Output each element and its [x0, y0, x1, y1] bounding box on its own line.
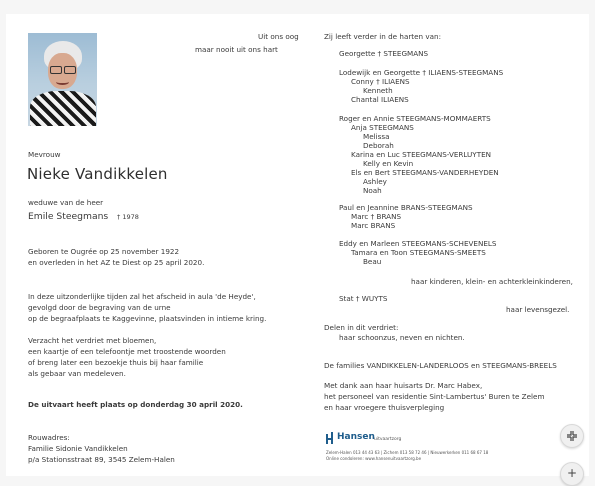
family-member: Georgette † STEEGMANS: [339, 49, 429, 58]
ceremony-line-2: gevolgd door de begraving van de urne: [28, 303, 171, 312]
collapse-arrows-icon: [566, 430, 578, 442]
family-member: Karina en Luc STEEGMANS-VERLUYTEN: [351, 150, 492, 159]
families-line: De families VANDIKKELEN-LANDERLOOS en STEEGMANS-BREELS: [324, 361, 557, 370]
logo-subtitle: uitvaartzorg: [374, 437, 402, 442]
logo-name: Hansen: [337, 432, 375, 442]
address-family: Familie Sidonie Vandikkelen: [28, 444, 128, 453]
portrait-glasses-left: [50, 66, 62, 74]
family-member: Ashley: [363, 177, 387, 186]
family-member: Marc BRANS: [351, 221, 396, 230]
companion-label: haar levensgezel.: [506, 305, 570, 314]
funeral-date: De uitvaart heeft plaats op donderdag 30 april 2020.: [28, 400, 243, 409]
sorrow-label: Delen in dit verdriet:: [324, 323, 399, 332]
thanks-line-2: het personeel van residentie Sint-Lambertus' Buren te Zelem: [324, 392, 545, 401]
ceremony-line-3: op de begraafplaats te Kaggevinne, plaatsvinden in intieme kring.: [28, 314, 267, 323]
intro-line: Zij leeft verder in de harten van:: [324, 32, 442, 41]
companion-name: Stat † WUYTS: [339, 294, 388, 303]
portrait-mouth: [56, 79, 69, 85]
family-member: Lodewijk en Georgette † ILIAENS-STEEGMANS: [339, 68, 504, 77]
logo-website: Online condoleren: www.hansenuitvaartzorg.be: [326, 456, 422, 461]
family-member: Tamara en Toon STEEGMANS-SMEETS: [351, 248, 486, 257]
family-member: Anja STEEGMANS: [351, 123, 414, 132]
family-member: Deborah: [363, 141, 394, 150]
grandchildren-line: haar kinderen, klein- en achterkleinkinderen,: [411, 277, 573, 286]
family-member: Melissa: [363, 132, 390, 141]
address-street: p/a Stationsstraat 89, 3545 Zelem-Halen: [28, 455, 175, 464]
spouse-year: † 1978: [117, 213, 139, 221]
quote-line-2: maar nooit uit ons hart: [195, 45, 278, 54]
condolence-line-4: als gebaar van medeleven.: [28, 369, 126, 378]
died-line: en overleden in het AZ te Diest op 25 april 2020.: [28, 258, 205, 267]
portrait-shirt: [30, 91, 96, 126]
widow-line: weduwe van de heer: [28, 198, 104, 207]
condolence-line-3: of breng later een bezoekje thuis bij haar familie: [28, 358, 204, 367]
sorrow-line: haar schoonzus, neven en nichten.: [339, 333, 465, 342]
deceased-name: Nieke Vandikkelen: [27, 165, 168, 183]
condolence-line-1: Verzacht het verdriet met bloemen,: [28, 336, 157, 345]
family-member: Eddy en Marleen STEEGMANS-SCHEVENELS: [339, 239, 497, 248]
family-member: Noah: [363, 186, 382, 195]
spouse-name: Emile Steegmans: [28, 211, 109, 222]
ceremony-line-1: In deze uitzonderlijke tijden zal het afscheid in aula 'de Heyde',: [28, 292, 256, 301]
family-member: Roger en Annie STEEGMANS-MOMMAERTS: [339, 114, 491, 123]
hansen-logo-icon: [325, 432, 335, 444]
zoom-in-button[interactable]: [560, 462, 584, 486]
logo-contacts: Zelem-Halen 013 44 43 63 | Zichem 013 58 72 46 | Nieuwerkerken 011 68 67 18: [326, 450, 489, 455]
portrait-glasses-right: [64, 66, 76, 74]
quote-line-1: Uit ons oog: [258, 32, 299, 41]
family-member: Paul en Jeannine BRANS-STEEGMANS: [339, 203, 473, 212]
family-member: Chantal ILIAENS: [351, 95, 409, 104]
condolence-line-2: een kaartje of een telefoontje met troostende woorden: [28, 347, 226, 356]
address-label: Rouwadres:: [28, 433, 70, 442]
obituary-card: [6, 14, 589, 476]
family-member: Kenneth: [363, 86, 393, 95]
family-member: Els en Bert STEEGMANS-VANDERHEYDEN: [351, 168, 499, 177]
thanks-line-3: en haar vroegere thuisverpleging: [324, 403, 445, 412]
family-member: Marc † BRANS: [351, 212, 402, 221]
thanks-line-1: Met dank aan haar huisarts Dr. Marc Habex,: [324, 381, 483, 390]
plus-icon: +: [566, 466, 578, 480]
family-member: Conny † ILIAENS: [351, 77, 410, 86]
portrait-photo: [28, 33, 97, 126]
family-member: Beau: [363, 257, 382, 266]
collapse-button[interactable]: [560, 424, 584, 448]
born-line: Geboren te Ougrée op 25 november 1922: [28, 247, 180, 256]
family-member: Kelly en Kevin: [363, 159, 414, 168]
title: Mevrouw: [28, 150, 61, 159]
